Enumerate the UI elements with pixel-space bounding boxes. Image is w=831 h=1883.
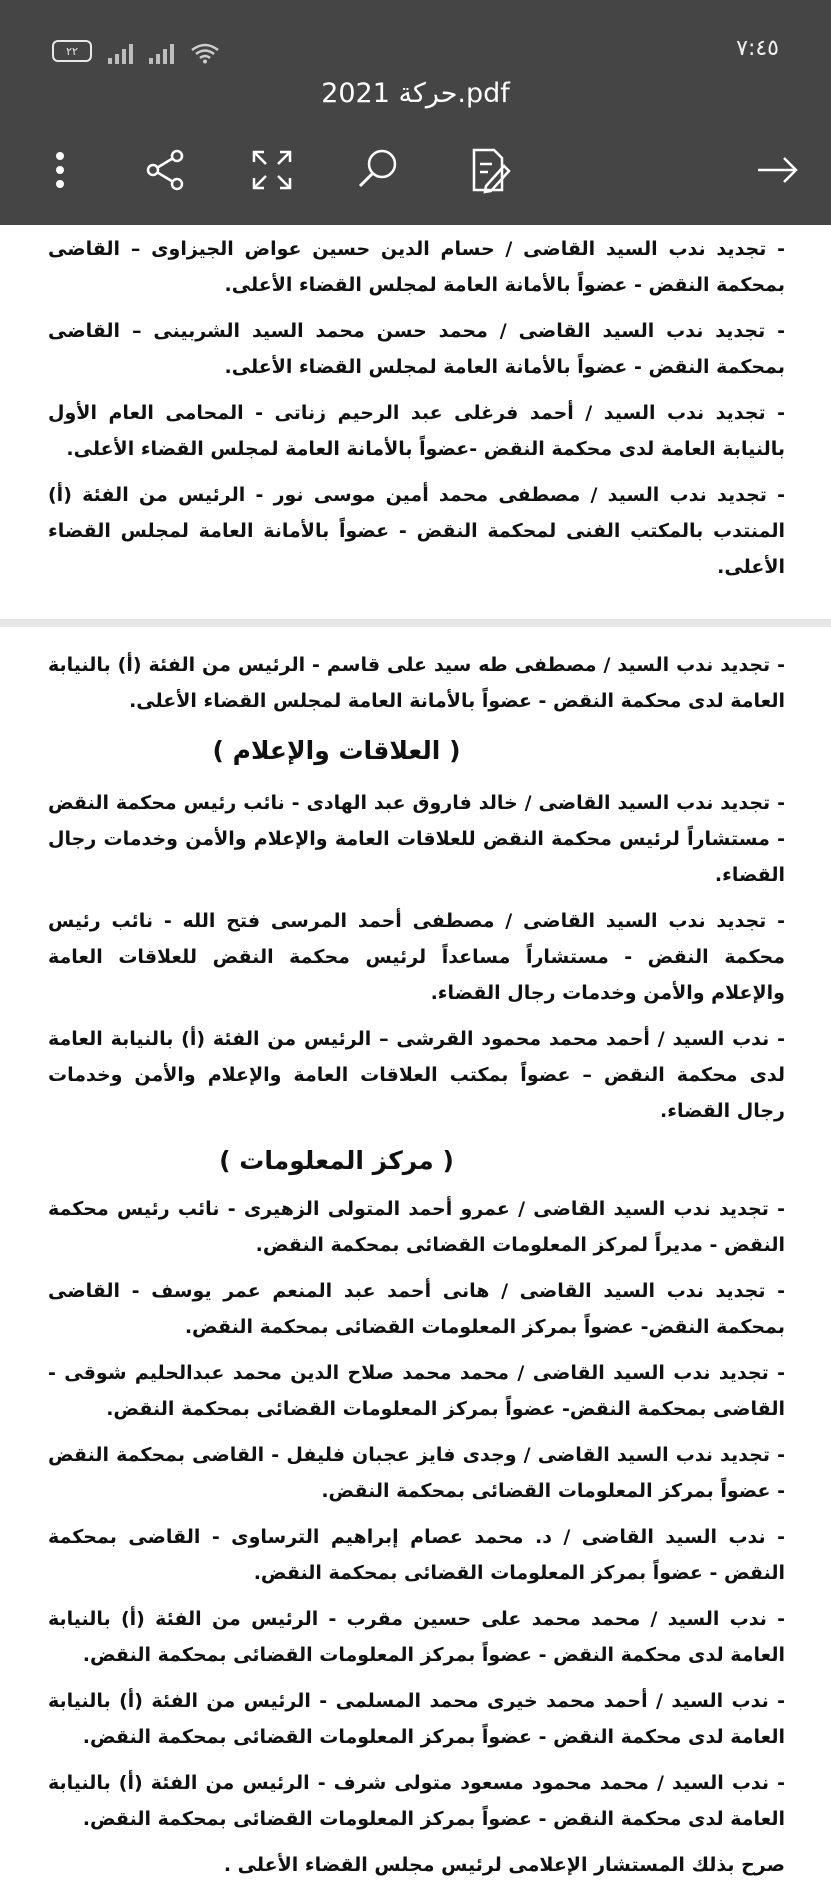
section-heading-info-center: ( مركز المعلومات ) — [219, 1146, 454, 1175]
next-arrow-button[interactable] — [748, 140, 808, 200]
paragraph: - تجديد ندب السيد / أحمد فرغلى عبد الرحيم زناتى - المحامى العام الأول بالنيابة العامة لدى محكمة النقض -عضواً بالأمانة العامة لمجلس القضاء الأعلى. — [48, 402, 785, 460]
paragraph: - تجديد ندب السيد / مصطفى طه سيد على قاسم - الرئيس من الفئة (أ) بالنيابة العامة لدى محكمة النقض - عضواً بالأمانة العامة لمجلس القضاء الأعلى. — [48, 654, 785, 712]
paragraph: - ندب السيد القاضى / د. محمد عصام إبراهيم الترساوى - القاضى بمحكمة النقض - عضواً بمركز المعلومات القضائى بمحكمة النقض. — [48, 1526, 785, 1584]
page-text — [48, 231, 785, 585]
edit-document-button[interactable] — [458, 140, 518, 200]
arrow-right-icon — [754, 146, 802, 194]
search-button[interactable] — [348, 140, 408, 200]
paragraph: - تجديد ندب السيد القاضى / مصطفى أحمد المرسى فتح الله - نائب رئيس محكمة النقض - مستشاراً مساعداً لرئيس محكمة النقض للعلاقات العامة والإعلام والأمن وخدمات رجال القضاء. — [48, 910, 785, 1004]
wifi-icon — [190, 42, 220, 64]
paragraph: - ندب السيد / محمد محمود مسعود متولى شرف - الرئيس من الفئة (أ) بالنيابة العامة لدى محكمة النقض - عضواً بمركز المعلومات القضائى بمحكمة النقض. — [48, 1772, 785, 1830]
fullscreen-button[interactable] — [242, 140, 302, 200]
more-options-button[interactable] — [30, 140, 90, 200]
paragraph: - ندب السيد / أحمد محمد محمود القرشى – الرئيس من الفئة (أ) بالنيابة العامة لدى محكمة النقض – عضواً بمكتب العلاقات العامة والإعلام والأمن وخدمات رجال القضاء. — [48, 1028, 785, 1122]
more-vertical-icon — [36, 146, 84, 194]
signal-strength-icon — [149, 44, 174, 64]
search-icon — [354, 146, 402, 194]
closing-line: صرح بذلك المستشار الإعلامى لرئيس مجلس القضاء الأعلى . — [223, 1854, 785, 1876]
document-title: حركة 2021.pdf — [321, 78, 510, 109]
paragraph: - تجديد ندب السيد / مصطفى محمد أمين موسى نور - الرئيس من الفئة (أ) المنتدب بالمكتب الفنى لمحكمة النقض - عضواً بالأمانة العامة لمجلس القضاء الأعلى. — [48, 484, 785, 578]
paragraph: - تجديد ندب السيد القاضى / حسام الدين حسين عواض الجيزاوى – القاضى بمحكمة النقض - عضواً بالأمانة العامة لمجلس القضاء الأعلى. — [48, 238, 785, 296]
share-button[interactable] — [135, 140, 195, 200]
paragraph: - تجديد ندب السيد القاضى / خالد فاروق عبد الهادى - نائب رئيس محكمة النقض - مستشاراً لرئيس محكمة النقض للعلاقات العامة والإعلام والأمن وخدمات رجال القضاء. — [48, 792, 785, 886]
page-text — [48, 647, 785, 1883]
page-separator — [0, 619, 831, 627]
paragraph: - تجديد ندب السيد القاضى / محمد حسن محمد السيد الشربينى – القاضى بمحكمة النقض - عضواً بالأمانة العامة لمجلس القضاء الأعلى. — [48, 320, 785, 378]
paragraph: - ندب السيد / محمد محمد على حسين مقرب - الرئيس من الفئة (أ) بالنيابة العامة لدى محكمة النقض - عضواً بمركز المعلومات القضائى بمحكمة النقض. — [48, 1608, 785, 1666]
edit-document-icon — [464, 146, 512, 194]
paragraph: - تجديد ندب السيد القاضى / وجدى فايز عجبان فليفل - القاضى بمحكمة النقض - عضواً بمركز المعلومات القضائى بمحكمة النقض. — [48, 1444, 785, 1502]
status-icons — [52, 38, 220, 64]
paragraph: - تجديد ندب السيد القاضى / هانى أحمد عبد المنعم عمر يوسف - القاضى بمحكمة النقض- عضواً بمركز المعلومات القضائى بمحكمة النقض. — [48, 1280, 785, 1338]
share-icon — [141, 146, 189, 194]
paragraph: - تجديد ندب السيد القاضى / عمرو أحمد المتولى الزهيرى - نائب رئيس محكمة النقض - مديراً لمركز المعلومات القضائى بمحكمة النقض. — [48, 1198, 785, 1256]
toolbar — [0, 140, 831, 210]
section-heading-relations: ( العلاقات والإعلام ) — [212, 736, 461, 765]
paragraph: - ندب السيد / أحمد محمد خيرى محمد المسلمى - الرئيس من الفئة (أ) بالنيابة العامة لدى محكمة النقض - عضواً بمركز المعلومات القضائى بمحكمة النقض. — [48, 1690, 785, 1748]
app-top-bar — [0, 0, 831, 225]
signal-strength-icon — [108, 44, 133, 64]
battery-level: ٢٢ — [66, 44, 78, 58]
paragraph: - تجديد ندب السيد القاضى / محمد محمد صلاح الدين محمد عبدالحليم شوقى - القاضى بمحكمة النقض- عضواً بمركز المعلومات القضائى بمحكمة النقض. — [48, 1362, 785, 1420]
fullscreen-icon — [248, 146, 296, 194]
pdf-page-1 — [0, 225, 831, 619]
battery-icon — [52, 40, 92, 62]
status-time: ٧:٤٥ — [736, 36, 779, 61]
pdf-page-2 — [0, 627, 831, 1876]
